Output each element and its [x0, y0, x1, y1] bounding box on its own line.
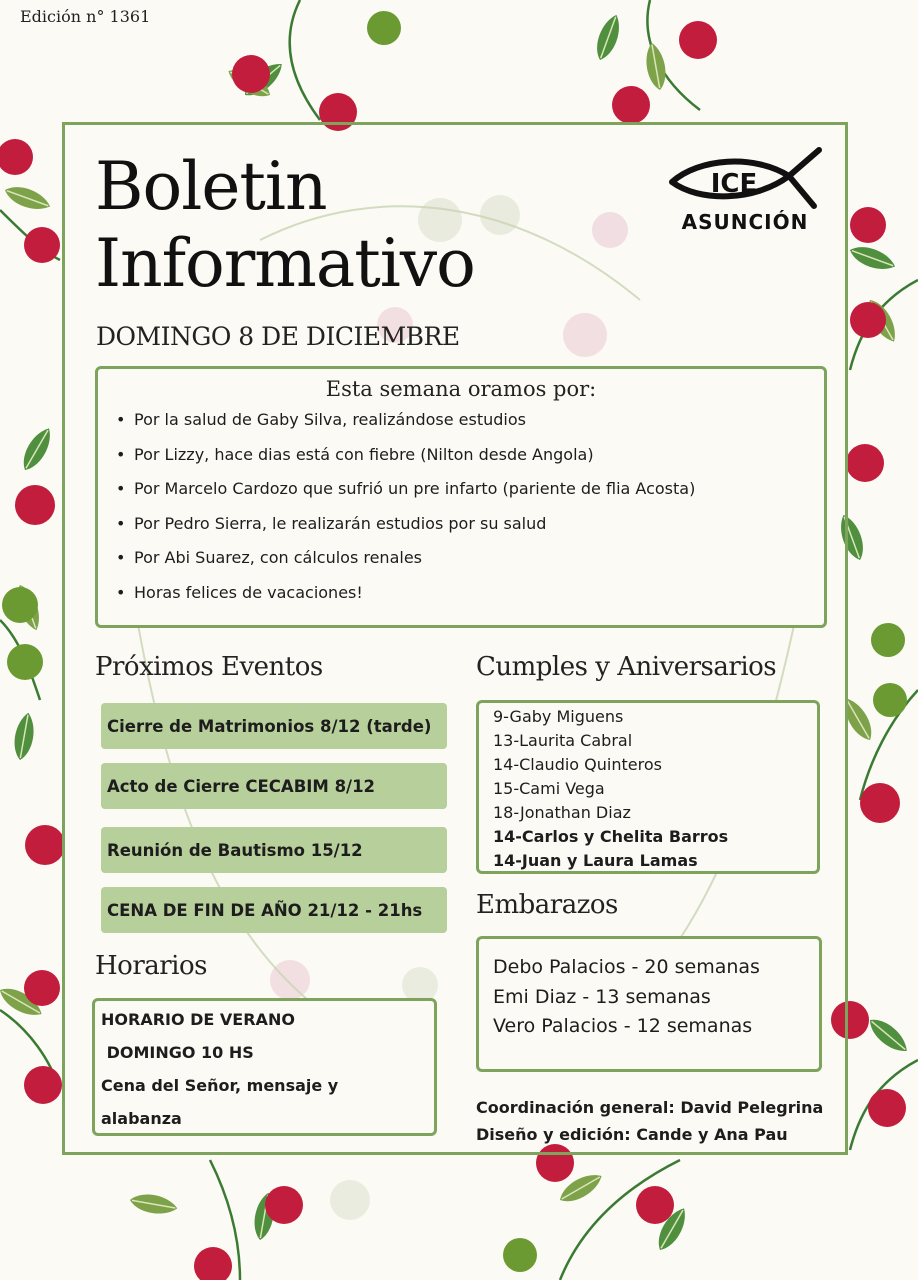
list-item: Emi Diaz - 13 semanas	[493, 985, 711, 1008]
event-item: Acto de Cierre CECABIM 8/12	[101, 763, 447, 809]
schedule-line: alabanza	[101, 1109, 182, 1128]
list-item: • Por Lizzy, hace dias está con fiebre (Nilton desde Angola)	[134, 438, 695, 473]
logo-mark-text: ICE	[710, 169, 758, 199]
event-item: Cierre de Matrimonios 8/12 (tarde)	[101, 703, 447, 749]
schedule-list	[101, 1003, 338, 1135]
design-credit: Diseño y edición: Cande y Ana Pau	[476, 1125, 788, 1144]
list-item: Vero Palacios - 12 semanas	[493, 1015, 753, 1037]
newsletter-date: DOMINGO 8 DE DICIEMBRE	[96, 322, 460, 351]
list-item: 9-Gaby Miguens	[493, 707, 624, 726]
prayer-title: Esta semana oramos por:	[325, 377, 597, 401]
list-item: • Por Marcelo Cardozo que sufrió un pre infarto (pariente de flia Acosta)	[134, 472, 695, 507]
birthdays-heading: Cumples y Aniversarios	[476, 652, 777, 682]
schedule-line: HORARIO DE VERANO	[101, 1010, 295, 1029]
birthdays-list	[493, 705, 728, 873]
list-item: • Por la salud de Gaby Silva, realizándose estudios	[134, 403, 695, 438]
credits	[476, 1094, 823, 1148]
logo-org-name: ASUNCIÓN	[681, 210, 809, 234]
prayer-box	[95, 366, 827, 628]
event-item: CENA DE FIN DE AÑO 21/12 - 21hs	[101, 887, 447, 933]
list-item: 14-Claudio Quinteros	[493, 755, 662, 774]
schedule-box	[92, 998, 437, 1136]
coordination-credit: Coordinación general: David Pelegrina	[476, 1098, 824, 1117]
pregnancies-list	[493, 953, 760, 1042]
newsletter-title	[95, 148, 475, 302]
list-item: 15-Cami Vega	[493, 779, 605, 798]
events-heading: Próximos Eventos	[95, 652, 323, 682]
list-item: • Horas felices de vacaciones!	[134, 576, 695, 611]
anniversary-item: 14-Carlos y Chelita Barros	[493, 827, 729, 846]
list-item: 18-Jonathan Diaz	[493, 803, 631, 822]
schedule-line: DOMINGO 10 HS	[101, 1043, 254, 1062]
event-item: Reunión de Bautismo 15/12	[101, 827, 447, 873]
schedule-heading: Horarios	[95, 951, 207, 981]
title-line-2: Informativo	[95, 225, 475, 302]
prayer-list	[116, 403, 695, 610]
edition-number: Edición n° 1361	[20, 7, 151, 26]
birthdays-box	[476, 700, 820, 874]
pregnancies-heading: Embarazos	[476, 890, 618, 920]
list-item: Debo Palacios - 20 semanas	[493, 956, 760, 978]
pregnancies-box	[476, 936, 822, 1072]
list-item: 13-Laurita Cabral	[493, 731, 633, 750]
schedule-line: Cena del Señor, mensaje y	[101, 1076, 339, 1095]
list-item: • Por Abi Suarez, con cálculos renales	[134, 541, 695, 576]
list-item: • Por Pedro Sierra, le realizarán estudios por su salud	[134, 507, 695, 542]
anniversary-item: 14-Juan y Laura Lamas	[493, 851, 698, 870]
title-line-1: Boletin	[95, 148, 327, 225]
